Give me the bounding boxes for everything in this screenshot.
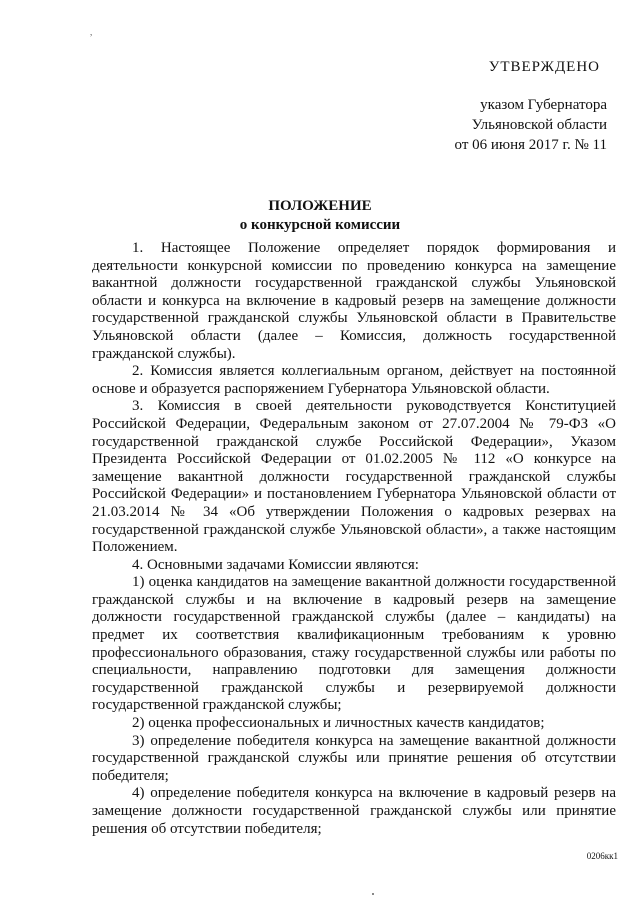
task-item-3: 3) определение победителя конкурса на замещение вакантной должности государственной гражданской службы или принятие решения об отсутствии победителя; — [92, 732, 616, 784]
paragraph-2: 2. Комиссия является коллегиальным органом, действует на постоянной основе и образуется распоряжением Губернатора Ульяновской области. — [92, 363, 616, 397]
task-item-2: 2) оценка профессиональных и личностных качеств кандидатов; — [132, 715, 545, 732]
task-item-1: 1) оценка кандидатов на замещение вакантной должности государственной гражданской службы и на включение в кадровый резерв на замещение должности государственной гражданской службы (далее – кандидаты) на предмет их соответствия квалификационным требованиям к уровню профессионального образования, стажу государственной службы или работы по специальности, направлению подготовки для замещения должности государственной гражданской службы и резервируемой должности государственной гражданской службы; — [92, 574, 616, 714]
paragraph-3: 3. Комиссия в своей деятельности руководствуется Конституцией Российской Федерации, Федеральным законом от 27.07.2004 № 79-ФЗ «О государственной гражданской службе Российской Федерации», Указом Президента Российской Федерации от 01.02.2005 № 112 «О конкурсе на замещение вакантной должности государственной гражданской службы Российской Федерации» и постановлением Губернатора Ульяновской области от 21.03.2014 № 34 «Об утверждении Положения о кадровых резервах на государственной гражданской службе Ульяновской области», а также настоящим Положением. — [92, 398, 616, 556]
decree-line-2: Ульяновской области — [471, 117, 607, 133]
document-title: ПОЛОЖЕНИЕ — [268, 198, 372, 214]
decree-reference — [455, 95, 607, 155]
footer-code: 0206кк1 — [586, 851, 618, 861]
paragraph-4: 4. Основными задачами Комиссии являются: — [132, 556, 419, 573]
task-item-4: 4) определение победителя конкурса на включение в кадровый резерв на замещение должности государственной гражданской службы или принятие решения об отсутствии победителя; — [92, 785, 616, 837]
document-subtitle: о конкурсной комиссии — [239, 217, 401, 233]
approval-stamp: УТВЕРЖДЕНО — [488, 59, 600, 75]
document-body — [92, 240, 616, 838]
decree-line-3: от 06 июня 2017 г. № 11 — [454, 137, 607, 153]
scan-dot — [372, 893, 374, 895]
paragraph-1: 1. Настоящее Положение определяет порядок формирования и деятельности конкурсной комиссии по проведению конкурса на замещение вакантной должности государственной гражданской службы Ульяновской области и конкурса на включение в кадровый резерв на замещение должности государственной гражданской службы Ульяновской области в Правительстве Ульяновской области (далее – Комиссия, должность государственной гражданской службы). — [92, 240, 616, 362]
decree-line-1: указом Губернатора — [480, 97, 607, 113]
corner-mark: , — [90, 27, 93, 37]
